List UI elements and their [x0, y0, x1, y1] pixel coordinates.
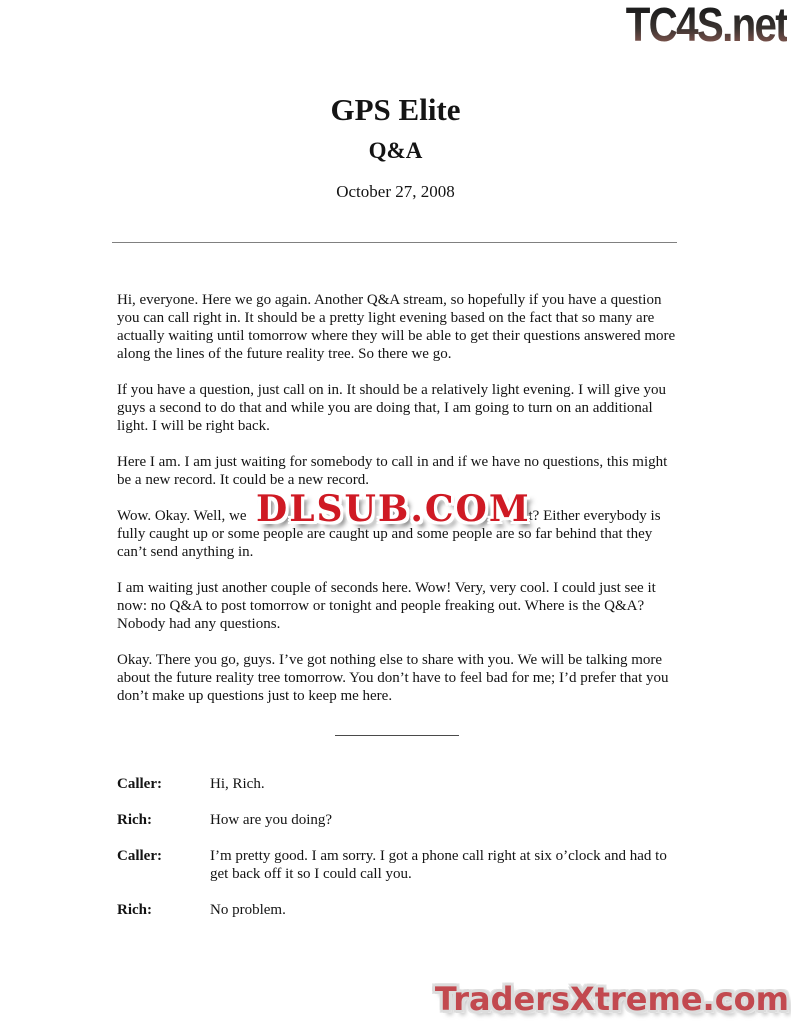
dialogue-row [117, 901, 677, 919]
tradersxtreme-logo: TradersXtreme.com [434, 980, 789, 1018]
speaker-label: Caller: [117, 848, 162, 864]
speaker-label: Caller: [117, 776, 162, 792]
dialogue-section [117, 775, 677, 919]
section-divider [335, 735, 459, 736]
paragraph-text-after-watermark: t? Either everybody is fully caught up or some people are caught up and some people are so far behind that they can’t send anything in. [117, 508, 661, 560]
paragraph-text-before-watermark: Wow. Okay. Well, we [117, 508, 247, 524]
dialogue-row [117, 847, 677, 883]
paragraph: Hi, everyone. Here we go again. Another Q&A stream, so hopefully if you have a question you can call right in. It should be a pretty light evening based on the fact that so many are actually waiting until tomorrow where they will be able to get their questions answered more along the lines of the future reality tree. So there we go. [117, 292, 676, 362]
transcript-body [117, 291, 677, 937]
speaker-line: I’m pretty good. I am sorry. I got a phone call right at six o’clock and had to get back off it so I could call you. [210, 848, 667, 882]
dialogue-row [117, 775, 677, 793]
paragraph: Here I am. I am just waiting for somebody to call in and if we have no questions, this might be a new record. It could be a new record. [117, 454, 668, 488]
title-block [0, 92, 791, 203]
dlsub-watermark: DLSUB.COM [256, 488, 531, 530]
document-title: GPS Elite [330, 92, 461, 127]
speaker-label: Rich: [117, 812, 152, 828]
paragraph: I am waiting just another couple of seconds here. Wow! Very, very cool. I could just see it now: no Q&A to post tomorrow or tonight and people freaking out. Where is the Q&A? Nobody had any questions. [117, 580, 656, 632]
speaker-line: No problem. [210, 902, 286, 918]
document-subtitle: Q&A [368, 138, 423, 163]
speaker-line: Hi, Rich. [210, 776, 265, 792]
speaker-label: Rich: [117, 902, 152, 918]
speaker-line: How are you doing? [210, 812, 333, 828]
horizontal-rule [112, 242, 677, 243]
tc4s-logo: TC4S.net [625, 0, 787, 52]
document-date: October 27, 2008 [336, 182, 455, 201]
paragraph: If you have a question, just call on in. It should be a relatively light evening. I will give you guys a second to do that and while you are doing that, I am going to turn on an additional light. I will be right back. [117, 382, 667, 434]
dialogue-row [117, 811, 677, 829]
paragraph: Okay. There you go, guys. I’ve got nothing else to share with you. We will be talking more about the future reality tree tomorrow. You don’t have to feel bad for me; I’d prefer that you don’t make up questions just to keep me here. [117, 652, 669, 704]
